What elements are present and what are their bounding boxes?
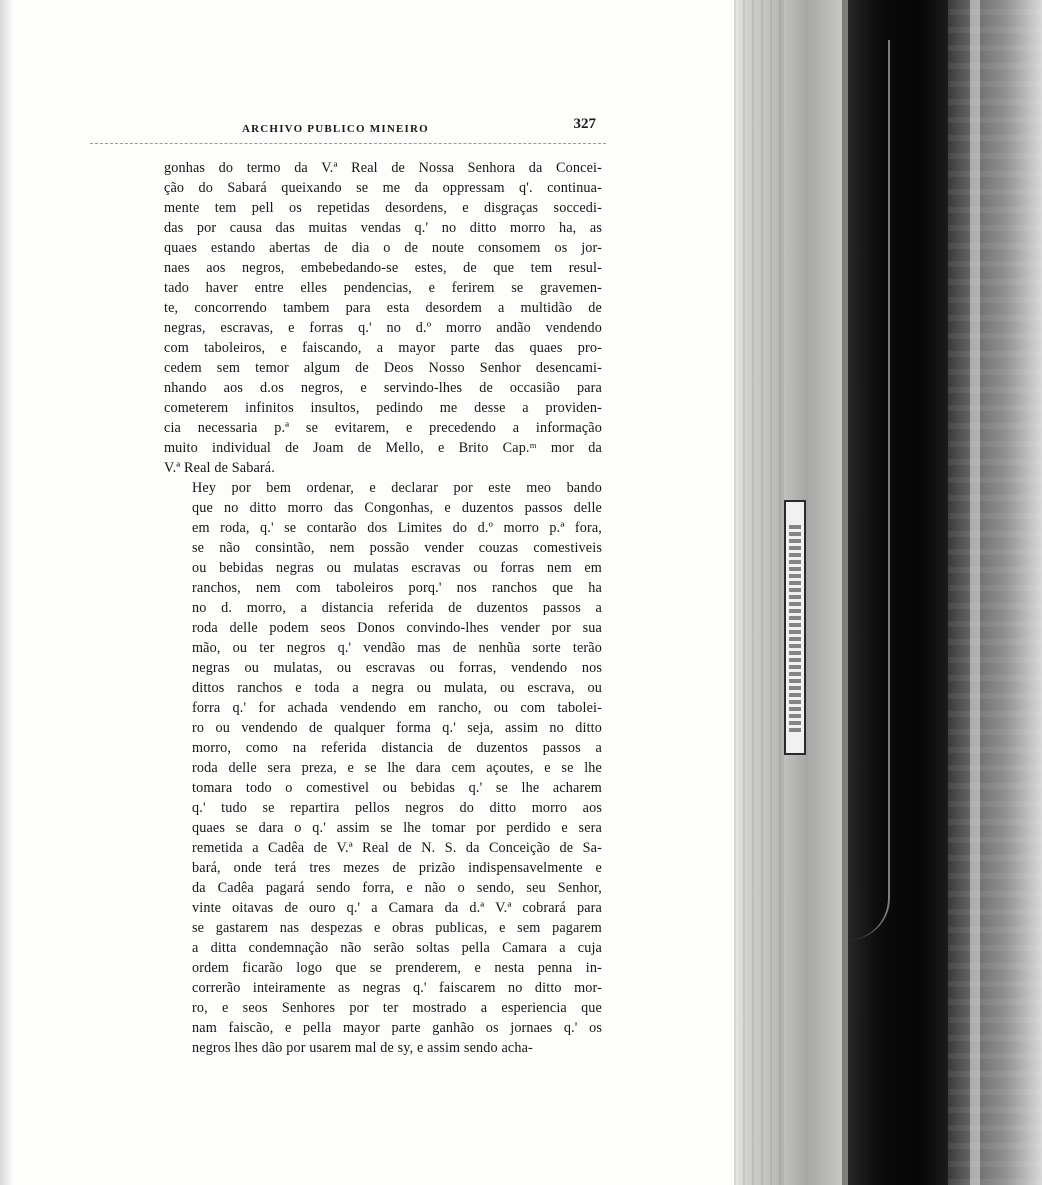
text-line: correrão inteiramente as negras q.' faiscarem no ditto mor-	[192, 980, 602, 996]
spine-highlight	[848, 40, 890, 940]
spine-label-tab	[784, 500, 806, 755]
text-line: que no ditto morro das Congonhas, e duzentos passos delle	[192, 500, 602, 516]
text-line: ordem ficarão logo que se prenderem, e nesta penna in-	[192, 960, 602, 976]
text-line: bará, onde terá tres mezes de prizão indispensavelmente e	[192, 860, 602, 876]
running-title: ARCHIVO PUBLICO MINEIRO	[242, 123, 429, 135]
text-line: nhando aos d.os negros, e servindo-lhes de occasião para	[164, 380, 602, 396]
text-line: vinte oitavas de ouro q.' a Camara da d.ª V.ª cobrará para	[192, 900, 602, 916]
page-number: 327	[573, 116, 596, 132]
text-line: V.ª Real de Sabará.	[164, 460, 275, 476]
text-line: cia necessaria p.ª se evitarem, e precedendo a informação	[164, 420, 602, 436]
text-line: da Cadêa pagará sendo forra, e não o sendo, seu Senhor,	[192, 880, 602, 896]
text-line: gonhas do termo da V.ª Real de Nossa Senhora da Concei-	[164, 160, 602, 176]
paragraph-1	[164, 158, 602, 478]
text-line: negras ou mulatas, ou escravas ou forras, vendendo nos	[192, 660, 602, 676]
spine-label-marks	[789, 522, 801, 732]
text-line: nam faiscão, e pella mayor parte ganhão os jornaes q.' os	[192, 1020, 602, 1036]
text-line: quaes estando abertas de dia o de noute consomem os jor-	[164, 240, 602, 256]
text-line: ro ou vendendo de qualquer forma q.' seja, assim no ditto	[192, 720, 602, 736]
text-line: morro, como na referida distancia de duzentos passos a	[192, 740, 602, 756]
book-binding	[734, 0, 1042, 1185]
text-line: com taboleiros, e faiscando, a mayor parte das quaes pro-	[164, 340, 602, 356]
text-line: ou bebidas negras ou mulatas escravas ou forras nem em	[192, 560, 602, 576]
text-line: em roda, q.' se contarão dos Limites do d.º morro p.ª fora,	[192, 520, 602, 536]
text-line: roda delle podem seos Donos convindo-lhes vender por sua	[192, 620, 602, 636]
text-line: naes aos negros, embebedando-se estes, de que tem resul-	[164, 260, 602, 276]
paragraph-2	[164, 478, 602, 1058]
text-line: negras, escravas, e forras q.' no d.º morro andão vendendo	[164, 320, 602, 336]
text-line: negros lhes dão por usarem mal de sy, e assim sendo acha-	[192, 1040, 533, 1056]
page-header	[236, 116, 598, 142]
text-line: dittos ranchos e toda a negra ou mulata, ou escrava, ou	[192, 680, 602, 696]
text-line: muito individual de Joam de Mello, e Brito Cap.ᵐ mor da	[164, 440, 602, 456]
header-rule	[90, 143, 606, 144]
text-line: tomara todo o comestivel ou bebidas q.' se lhe acharem	[192, 780, 602, 796]
text-line: das por causa das muitas vendas q.' no ditto morro ha, as	[164, 220, 602, 236]
text-line: Hey por bem ordenar, e declarar por este meo bando	[192, 480, 602, 496]
text-line: ro, e seos Senhores por ter mostrado a esperiencia que	[192, 1000, 602, 1016]
text-line: ção do Sabará queixando se me da oppressam q'. continua-	[164, 180, 602, 196]
text-line: q.' tudo se repartira pellos negros do ditto morro aos	[192, 800, 602, 816]
text-line: quaes se dara o q.' assim se lhe tomar por perdido e sera	[192, 820, 602, 836]
text-line: se não consintão, nem possão vender couzas comestiveis	[192, 540, 602, 556]
text-line: a ditta condemnação não serão soltas pella Camara a cuja	[192, 940, 602, 956]
text-line: tado haver entre elles pendencias, e ferirem se gravemen-	[164, 280, 602, 296]
text-line: mente tem pell os repetidas desordens, e disgraças soccedi-	[164, 200, 602, 216]
cover-board-edge	[970, 0, 980, 1185]
text-line: no d. morro, a distancia referida de duzentos passos a	[192, 600, 602, 616]
text-line: te, concorrendo tambem para esta desordem a multidão de	[164, 300, 602, 316]
cover-board	[948, 0, 1042, 1185]
text-line: se gastarem nas despezas e obras publicas, e sem pagarem	[192, 920, 602, 936]
page-left-margin-shadow	[0, 0, 14, 1185]
text-line: cedem sem temor algum de Deos Nosso Senhor desencami-	[164, 360, 602, 376]
text-line: ranchos, nem com taboleiros porq.' nos ranchos que ha	[192, 580, 602, 596]
text-line: mão, ou ter negros q.' vendão mas de nenhũa sorte terão	[192, 640, 602, 656]
text-line: cometerem infinitos insultos, pedindo me desse a providen-	[164, 400, 602, 416]
body-text	[164, 158, 602, 1058]
text-line: remetida a Cadêa de V.ª Real de N. S. da Conceição de Sa-	[192, 840, 602, 856]
text-line: roda delle sera preza, e se lhe dara cem açoutes, e se lhe	[192, 760, 602, 776]
text-line: forra q.' for achada vendendo em rancho, ou com tabolei-	[192, 700, 602, 716]
